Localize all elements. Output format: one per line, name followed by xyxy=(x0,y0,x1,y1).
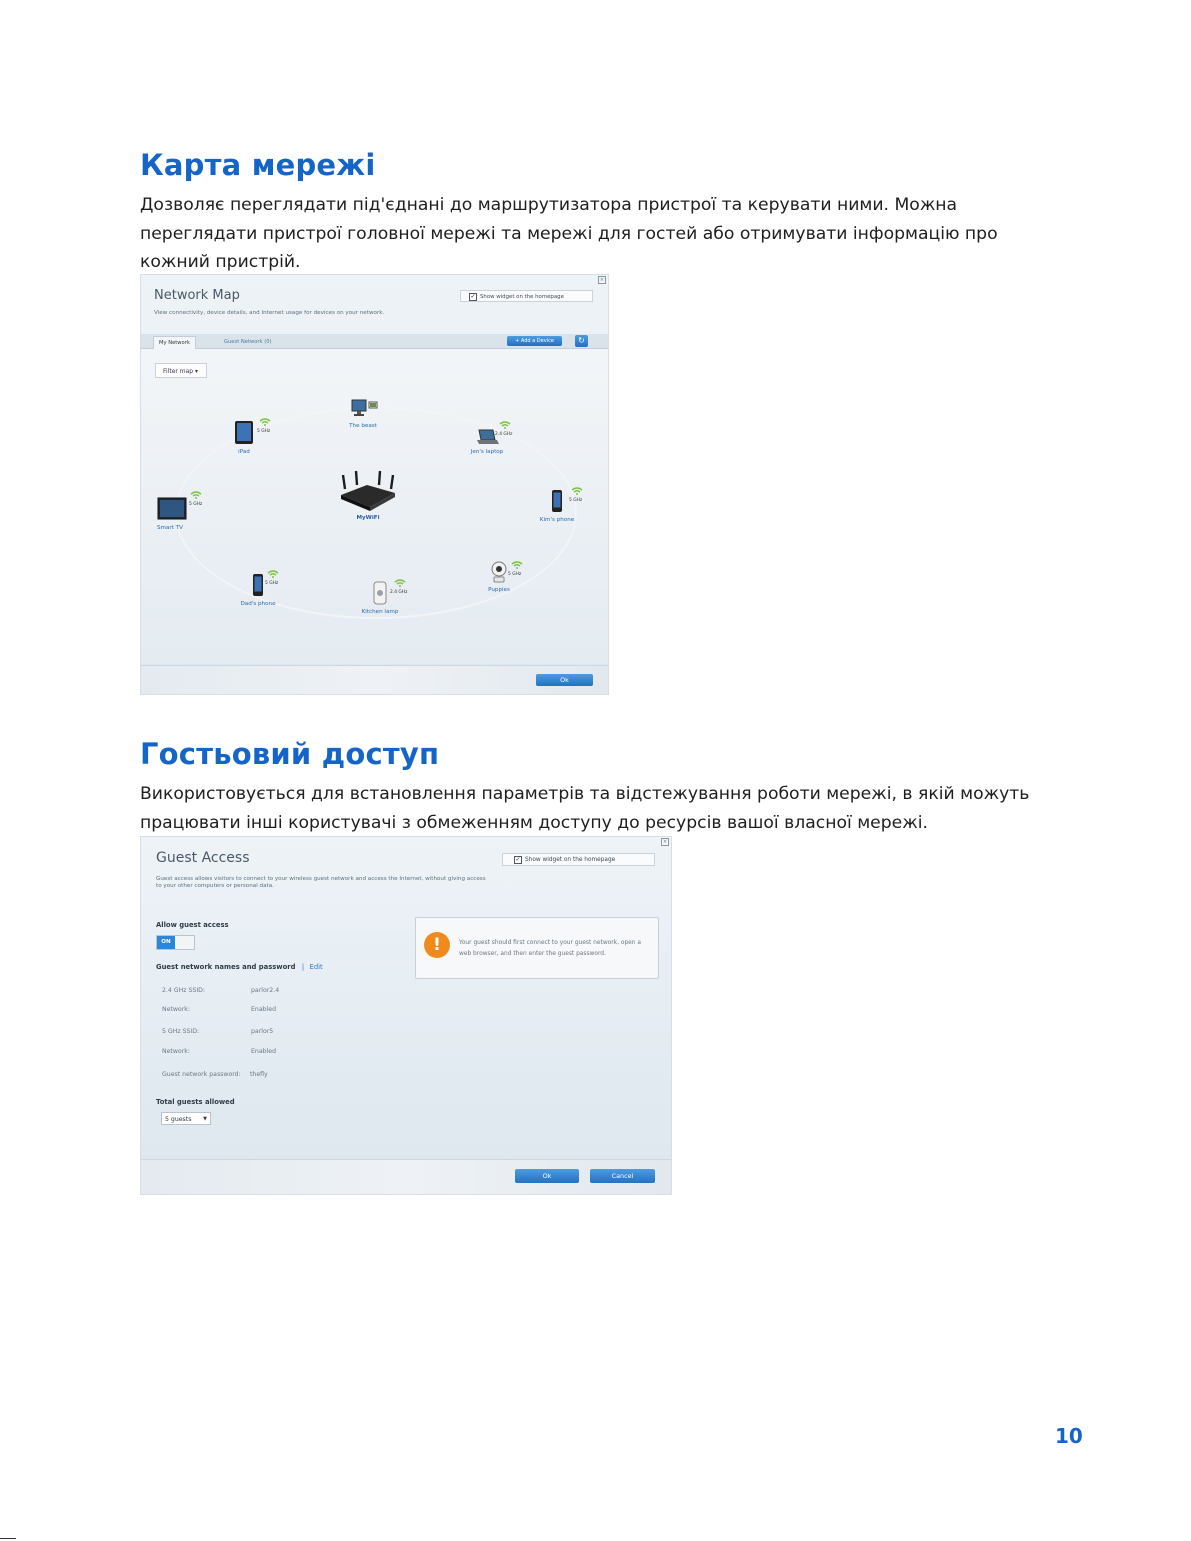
wifi-signal-icon xyxy=(571,487,583,495)
row-value: parlor2.4 xyxy=(251,987,280,994)
warning-icon: ! xyxy=(424,932,450,958)
guest-network-names-label xyxy=(156,963,323,971)
camera-icon xyxy=(490,561,508,583)
wifi-signal-icon xyxy=(267,570,279,578)
device-label: Dad's phone xyxy=(240,601,276,607)
widget-title: Network Map xyxy=(154,288,240,303)
show-widget-label: Show widget on the homepage xyxy=(480,294,564,300)
close-icon[interactable]: × xyxy=(662,839,668,845)
checkbox-check-icon: ✓ xyxy=(515,855,521,863)
widget-footer xyxy=(141,1159,671,1194)
widget-footer xyxy=(141,665,608,694)
close-icon[interactable]: × xyxy=(599,277,605,283)
show-widget-checkbox[interactable] xyxy=(460,290,593,302)
device-label: The beast xyxy=(349,423,377,429)
band-label: 2.4 GHz xyxy=(495,432,513,437)
router-label: MyWiFi xyxy=(356,515,380,521)
band-label: 5 GHz xyxy=(265,581,279,586)
widget-title: Guest Access xyxy=(156,850,250,866)
network-map-canvas xyxy=(141,349,608,664)
section-heading-network-map: Карта мережі xyxy=(140,148,376,182)
show-widget-label: Show widget on the homepage xyxy=(525,857,616,863)
guest-access-widget xyxy=(140,836,672,1195)
widget-subtitle: View connectivity, device details, and Internet usage for devices on your network. xyxy=(154,310,385,316)
tab-bar xyxy=(141,334,608,349)
toggle-on-label: ON xyxy=(157,936,175,949)
notice-text: Your guest should first connect to your guest network, open a web browser, and then enter the guest password. xyxy=(459,940,642,957)
wifi-signal-icon xyxy=(511,561,523,569)
allow-guest-access-label: Allow guest access xyxy=(156,921,229,929)
wifi-signal-icon xyxy=(190,491,202,499)
guests-select-value: 5 guests xyxy=(165,1116,192,1123)
band-label: 5 GHz xyxy=(189,502,203,507)
checkbox-check-icon: ✓ xyxy=(470,292,476,300)
row-value: Enabled xyxy=(251,1006,277,1013)
router-icon xyxy=(337,471,399,511)
device-label: iPad xyxy=(238,449,250,455)
network-map-widget xyxy=(140,274,609,695)
guest-access-toggle[interactable] xyxy=(156,935,195,950)
phone-icon xyxy=(252,573,264,597)
names-label-text: Guest network names and password xyxy=(156,963,296,971)
wifi-signal-icon xyxy=(499,421,511,429)
tablet-icon xyxy=(234,420,254,445)
section-heading-guest-access: Гостьовий доступ xyxy=(140,737,440,771)
smart-plug-icon xyxy=(373,581,387,605)
refresh-icon[interactable]: ↻ xyxy=(575,335,588,347)
tab-guest-network[interactable]: Guest Network (0) xyxy=(224,339,272,345)
chevron-down-icon: ▼ xyxy=(203,1116,207,1122)
row-key: 2.4 GHz SSID: xyxy=(162,987,205,994)
device-ipad[interactable] xyxy=(229,420,259,455)
row-key: 5 GHz SSID: xyxy=(162,1028,200,1035)
guests-select[interactable] xyxy=(161,1112,211,1125)
row-value: Enabled xyxy=(251,1048,277,1055)
cancel-button[interactable]: Cancel xyxy=(590,1169,655,1183)
device-dads-phone[interactable] xyxy=(237,573,279,607)
wifi-signal-icon xyxy=(394,579,406,587)
band-label: 5 GHz xyxy=(508,572,522,577)
section-paragraph-guest-access: Використовується для встановлення параметрів та відстежування роботи мережі, в якій можуть працювати інші користувачі з обмеженням доступу до ресурсів вашої власної мережі. xyxy=(140,784,1030,833)
band-label: 2.4 GHz xyxy=(390,590,408,595)
section-paragraph-network-map: Дозволяє переглядати під'єднані до маршрутизатора пристрої та керувати ними. Можна переглядати пристрої головної мережі та мережі для гостей або отримувати інформацію про кожний пристрій. xyxy=(140,195,998,272)
total-guests-label: Total guests allowed xyxy=(156,1098,235,1106)
device-label: Jen's laptop xyxy=(470,449,504,455)
show-widget-checkbox[interactable] xyxy=(502,853,655,866)
ok-button[interactable]: Ok xyxy=(536,674,593,686)
ok-button[interactable]: Ok xyxy=(515,1169,579,1183)
phone-icon xyxy=(551,489,563,513)
device-label: Smart TV xyxy=(157,525,183,531)
wifi-signal-icon xyxy=(259,418,271,426)
widget-subtitle: Guest access allows visitors to connect to your wireless guest network and access the Internet, without giving access to your other computers or personal data. xyxy=(156,876,486,889)
footer-mark xyxy=(0,1538,16,1539)
row-key: Guest network password: xyxy=(162,1071,241,1078)
device-the-beast[interactable] xyxy=(343,399,383,429)
band-label: 5 GHz xyxy=(257,429,271,434)
device-smart-tv[interactable] xyxy=(157,497,189,531)
add-device-button[interactable]: + Add a Device xyxy=(507,336,562,346)
device-label: Puppies xyxy=(488,587,510,593)
page-number: 10 xyxy=(1055,1424,1083,1448)
row-value: thefly xyxy=(250,1071,268,1078)
row-key: Network: xyxy=(162,1048,190,1055)
row-value: parlor5 xyxy=(251,1028,274,1035)
filter-map-dropdown[interactable]: Filter map ▾ xyxy=(155,363,207,378)
guest-notice xyxy=(415,917,659,979)
desktop-computer-icon xyxy=(346,399,380,419)
row-key: Network: xyxy=(162,1006,190,1013)
band-label: 5 GHz xyxy=(569,498,583,503)
device-label: Kim's phone xyxy=(539,517,575,523)
router-device[interactable] xyxy=(334,471,402,521)
device-label: Kitchen lamp xyxy=(361,609,399,615)
tv-icon xyxy=(157,497,187,521)
edit-link[interactable]: Edit xyxy=(309,963,323,971)
separator: | xyxy=(301,963,305,971)
tab-my-network[interactable]: My Network xyxy=(153,336,196,349)
